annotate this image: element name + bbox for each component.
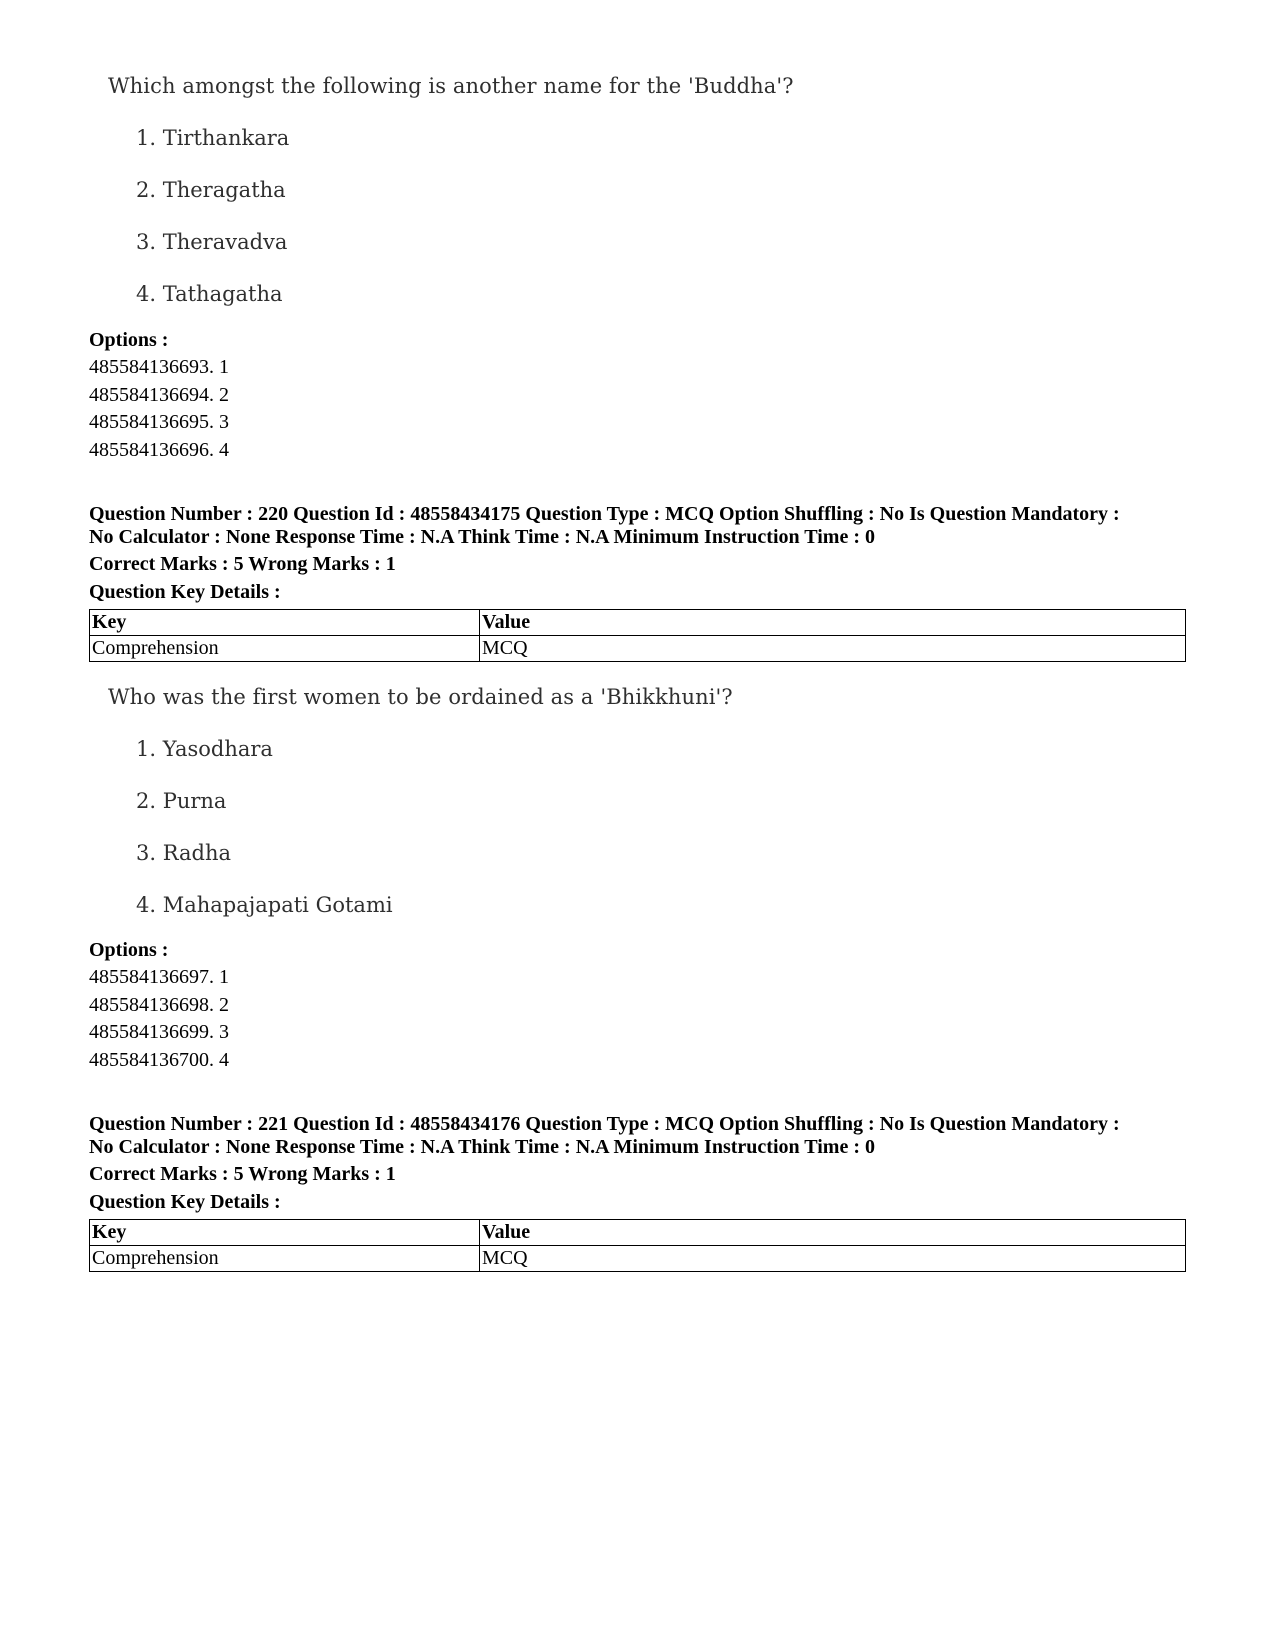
option-item: 485584136699. 3 (89, 1021, 229, 1043)
option-item: 485584136693. 1 (89, 356, 229, 378)
options-label: Options : (89, 939, 169, 961)
choice-item: 4. Tathagatha (136, 282, 283, 306)
table-cell-key: Comprehension (90, 1246, 480, 1272)
table-header-row (90, 1220, 1186, 1246)
choice-item: 2. Purna (136, 789, 227, 813)
option-item: 485584136694. 2 (89, 384, 229, 406)
question-key-table (89, 1219, 1186, 1272)
option-item: 485584136696. 4 (89, 439, 229, 461)
key-details-label: Question Key Details : (89, 1191, 281, 1213)
table-header-value: Value (480, 610, 1186, 636)
table-cell-value: MCQ (480, 636, 1186, 662)
question-key-table (89, 609, 1186, 662)
option-item: 485584136695. 3 (89, 411, 229, 433)
question-text: Which amongst the following is another name for the 'Buddha'? (108, 74, 794, 98)
table-header-key: Key (90, 610, 480, 636)
question-text: Who was the first women to be ordained as a 'Bhikkhuni'? (108, 685, 733, 709)
table-header-value: Value (480, 1220, 1186, 1246)
choice-item: 1. Tirthankara (136, 126, 290, 150)
choice-item: 3. Radha (136, 841, 232, 865)
table-row (90, 636, 1186, 662)
key-details-label: Question Key Details : (89, 581, 281, 603)
marks-line: Correct Marks : 5 Wrong Marks : 1 (89, 553, 396, 575)
option-item: 485584136700. 4 (89, 1049, 229, 1071)
choice-item: 2. Theragatha (136, 178, 286, 202)
question-meta-line: No Calculator : None Response Time : N.A Think Time : N.A Minimum Instruction Time : 0 (89, 526, 875, 548)
options-label: Options : (89, 329, 169, 351)
question-meta-line: No Calculator : None Response Time : N.A Think Time : N.A Minimum Instruction Time : 0 (89, 1136, 875, 1158)
choice-item: 1. Yasodhara (136, 737, 273, 761)
choice-item: 4. Mahapajapati Gotami (136, 893, 393, 917)
question-meta-line: Question Number : 220 Question Id : 48558434175 Question Type : MCQ Option Shuffling : No Is Question Mandatory : (89, 503, 1120, 525)
option-item: 485584136698. 2 (89, 994, 229, 1016)
table-header-key: Key (90, 1220, 480, 1246)
question-meta-line: Question Number : 221 Question Id : 48558434176 Question Type : MCQ Option Shuffling : No Is Question Mandatory : (89, 1113, 1120, 1135)
marks-line: Correct Marks : 5 Wrong Marks : 1 (89, 1163, 396, 1185)
table-row (90, 1246, 1186, 1272)
option-item: 485584136697. 1 (89, 966, 229, 988)
table-cell-key: Comprehension (90, 636, 480, 662)
table-cell-value: MCQ (480, 1246, 1186, 1272)
choice-item: 3. Theravadva (136, 230, 288, 254)
table-header-row (90, 610, 1186, 636)
